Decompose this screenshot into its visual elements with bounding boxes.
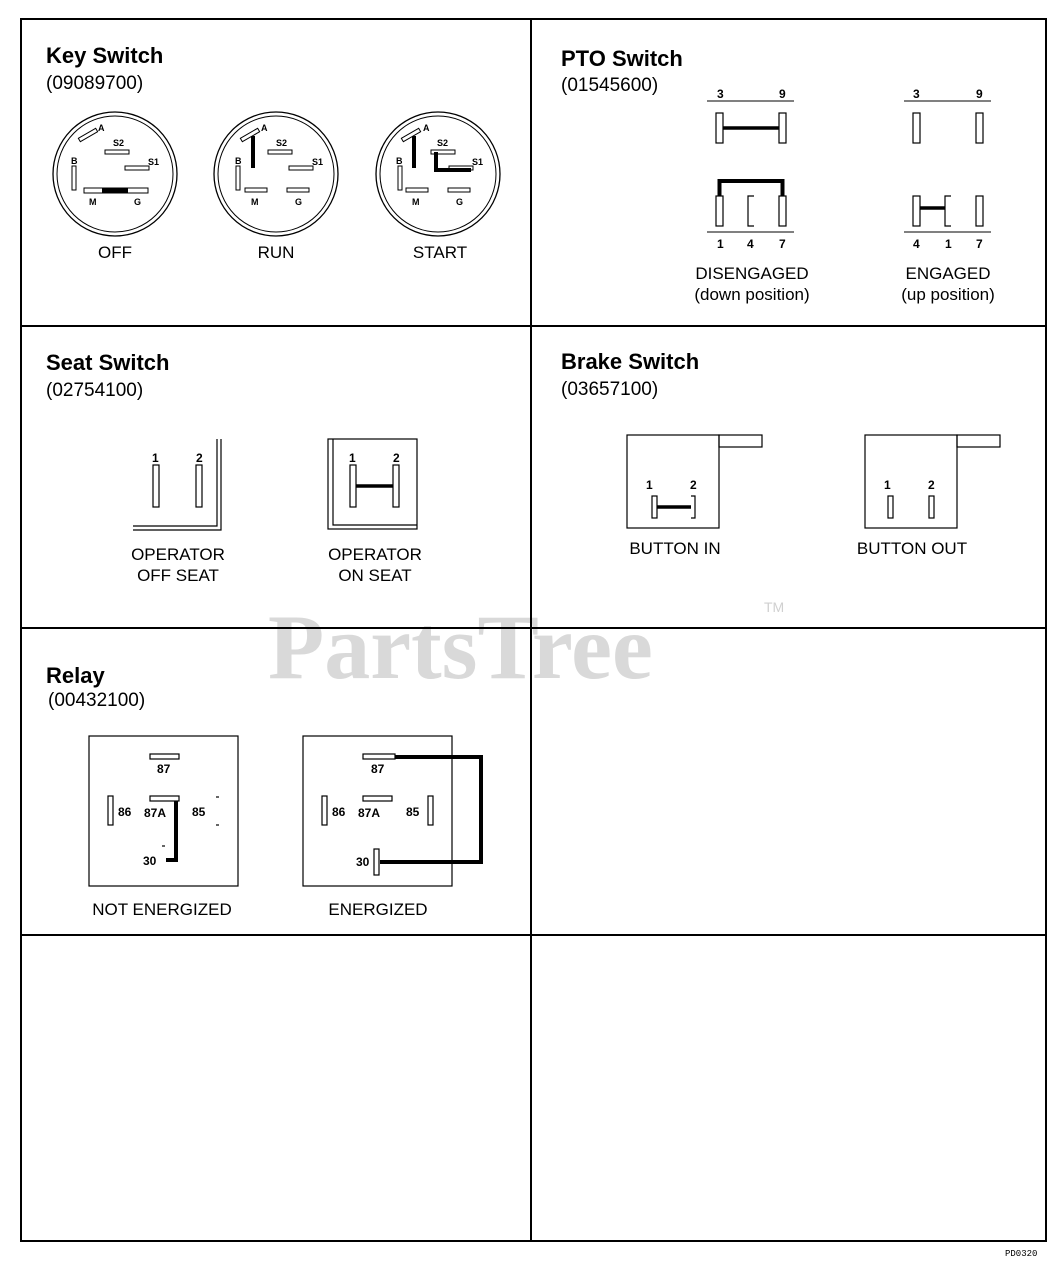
pto-engaged-diagram [904,101,991,232]
pto-engaged-label: ENGAGED [905,264,991,283]
brake-switch-part-number: (03657100) [561,379,659,400]
svg-text:30: 30 [143,854,157,868]
svg-text:B: B [235,156,242,166]
relay-energized-diagram [303,736,481,886]
key-switch-start-diagram [376,112,500,236]
seat-off-label-line1: OPERATOR [131,545,225,564]
svg-text:85: 85 [406,805,420,819]
key-switch-panel [46,43,500,262]
svg-text:87: 87 [371,762,385,776]
relay-panel [46,663,481,919]
svg-text:87A: 87A [144,806,167,820]
svg-text:3: 3 [717,87,724,101]
seat-on-pin-1: 1 [349,451,356,465]
svg-text:4: 4 [747,237,754,251]
relay-part-number: (00432100) [48,690,146,711]
brake-button-in-label: BUTTON IN [629,539,721,558]
svg-text:86: 86 [332,805,346,819]
seat-off-pin-1: 1 [152,451,159,465]
brake-in-pin-1: 1 [646,478,653,492]
svg-text:85: 85 [192,805,206,819]
svg-text:G: G [456,197,464,207]
brake-in-pin-2: 2 [690,478,697,492]
relay-not-energized-terminal-labels [118,762,206,868]
svg-text:86: 86 [118,805,132,819]
key-switch-start-label: START [412,243,468,262]
seat-switch-title: Seat Switch [46,350,170,375]
svg-text:7: 7 [976,237,983,251]
pto-disengaged-diagram [707,101,794,232]
key-switch-run-label: RUN [257,243,295,262]
seat-switch-off-diagram [133,439,221,530]
brake-button-out-label: BUTTON OUT [856,539,968,558]
key-switch-off-diagram [53,112,177,236]
key-switch-title: Key Switch [46,43,164,68]
svg-text:S1: S1 [148,157,160,167]
seat-switch-on-diagram [328,439,417,529]
svg-text:87A: 87A [358,806,381,820]
brake-out-pin-2: 2 [928,478,935,492]
svg-text:A: A [98,123,105,133]
seat-switch-part-number: (02754100) [46,380,144,401]
svg-text:4: 4 [913,237,920,251]
svg-text:G: G [134,197,142,207]
brake-out-pin-1: 1 [884,478,891,492]
key-switch-run-terminal-labels [235,123,323,207]
svg-text:S2: S2 [437,138,449,148]
watermark-text: PartsTree [268,596,653,698]
svg-text:S1: S1 [312,157,324,167]
pto-switch-panel [561,46,995,304]
seat-on-label-line1: OPERATOR [328,545,422,564]
key-switch-run-diagram [214,112,338,236]
svg-text:B: B [71,156,78,166]
relay-energized-label: ENERGIZED [328,900,428,919]
svg-text:A: A [261,123,268,133]
svg-text:G: G [295,197,303,207]
svg-text:30: 30 [356,855,370,869]
pto-disengaged-label: DISENGAGED [695,264,809,283]
key-switch-part-number: (09089700) [46,73,144,94]
svg-text:3: 3 [913,87,920,101]
key-switch-off-terminal-labels [71,123,159,207]
pto-switch-title: PTO Switch [561,46,683,71]
brake-switch-title: Brake Switch [561,349,700,374]
watermark-trademark: TM [764,599,785,615]
svg-text:1: 1 [945,237,952,251]
svg-text:S1: S1 [472,157,484,167]
svg-text:B: B [396,156,403,166]
seat-off-pin-2: 2 [196,451,203,465]
relay-energized-terminal-labels [332,762,420,869]
pto-switch-part-number: (01545600) [561,75,659,96]
svg-text:M: M [89,197,97,207]
seat-off-label-line2: OFF SEAT [137,566,219,585]
key-switch-off-label: OFF [98,243,132,262]
relay-not-energized-label: NOT ENERGIZED [92,900,232,919]
svg-text:87: 87 [157,762,171,776]
svg-text:M: M [412,197,420,207]
svg-text:7: 7 [779,237,786,251]
svg-text:S2: S2 [276,138,288,148]
svg-text:9: 9 [976,87,983,101]
svg-text:S2: S2 [113,138,125,148]
pto-disengaged-sublabel: (down position) [694,285,810,304]
svg-text:1: 1 [717,237,724,251]
reference-number: PD0320 [1005,1249,1038,1259]
seat-switch-panel [46,350,422,585]
svg-text:M: M [251,197,259,207]
brake-switch-panel [561,349,1000,558]
pto-engaged-sublabel: (up position) [901,285,995,304]
seat-on-pin-2: 2 [393,451,400,465]
svg-text:9: 9 [779,87,786,101]
key-switch-start-terminal-labels [396,123,483,207]
seat-on-label-line2: ON SEAT [338,566,412,585]
relay-title: Relay [46,663,105,688]
svg-text:A: A [423,123,430,133]
